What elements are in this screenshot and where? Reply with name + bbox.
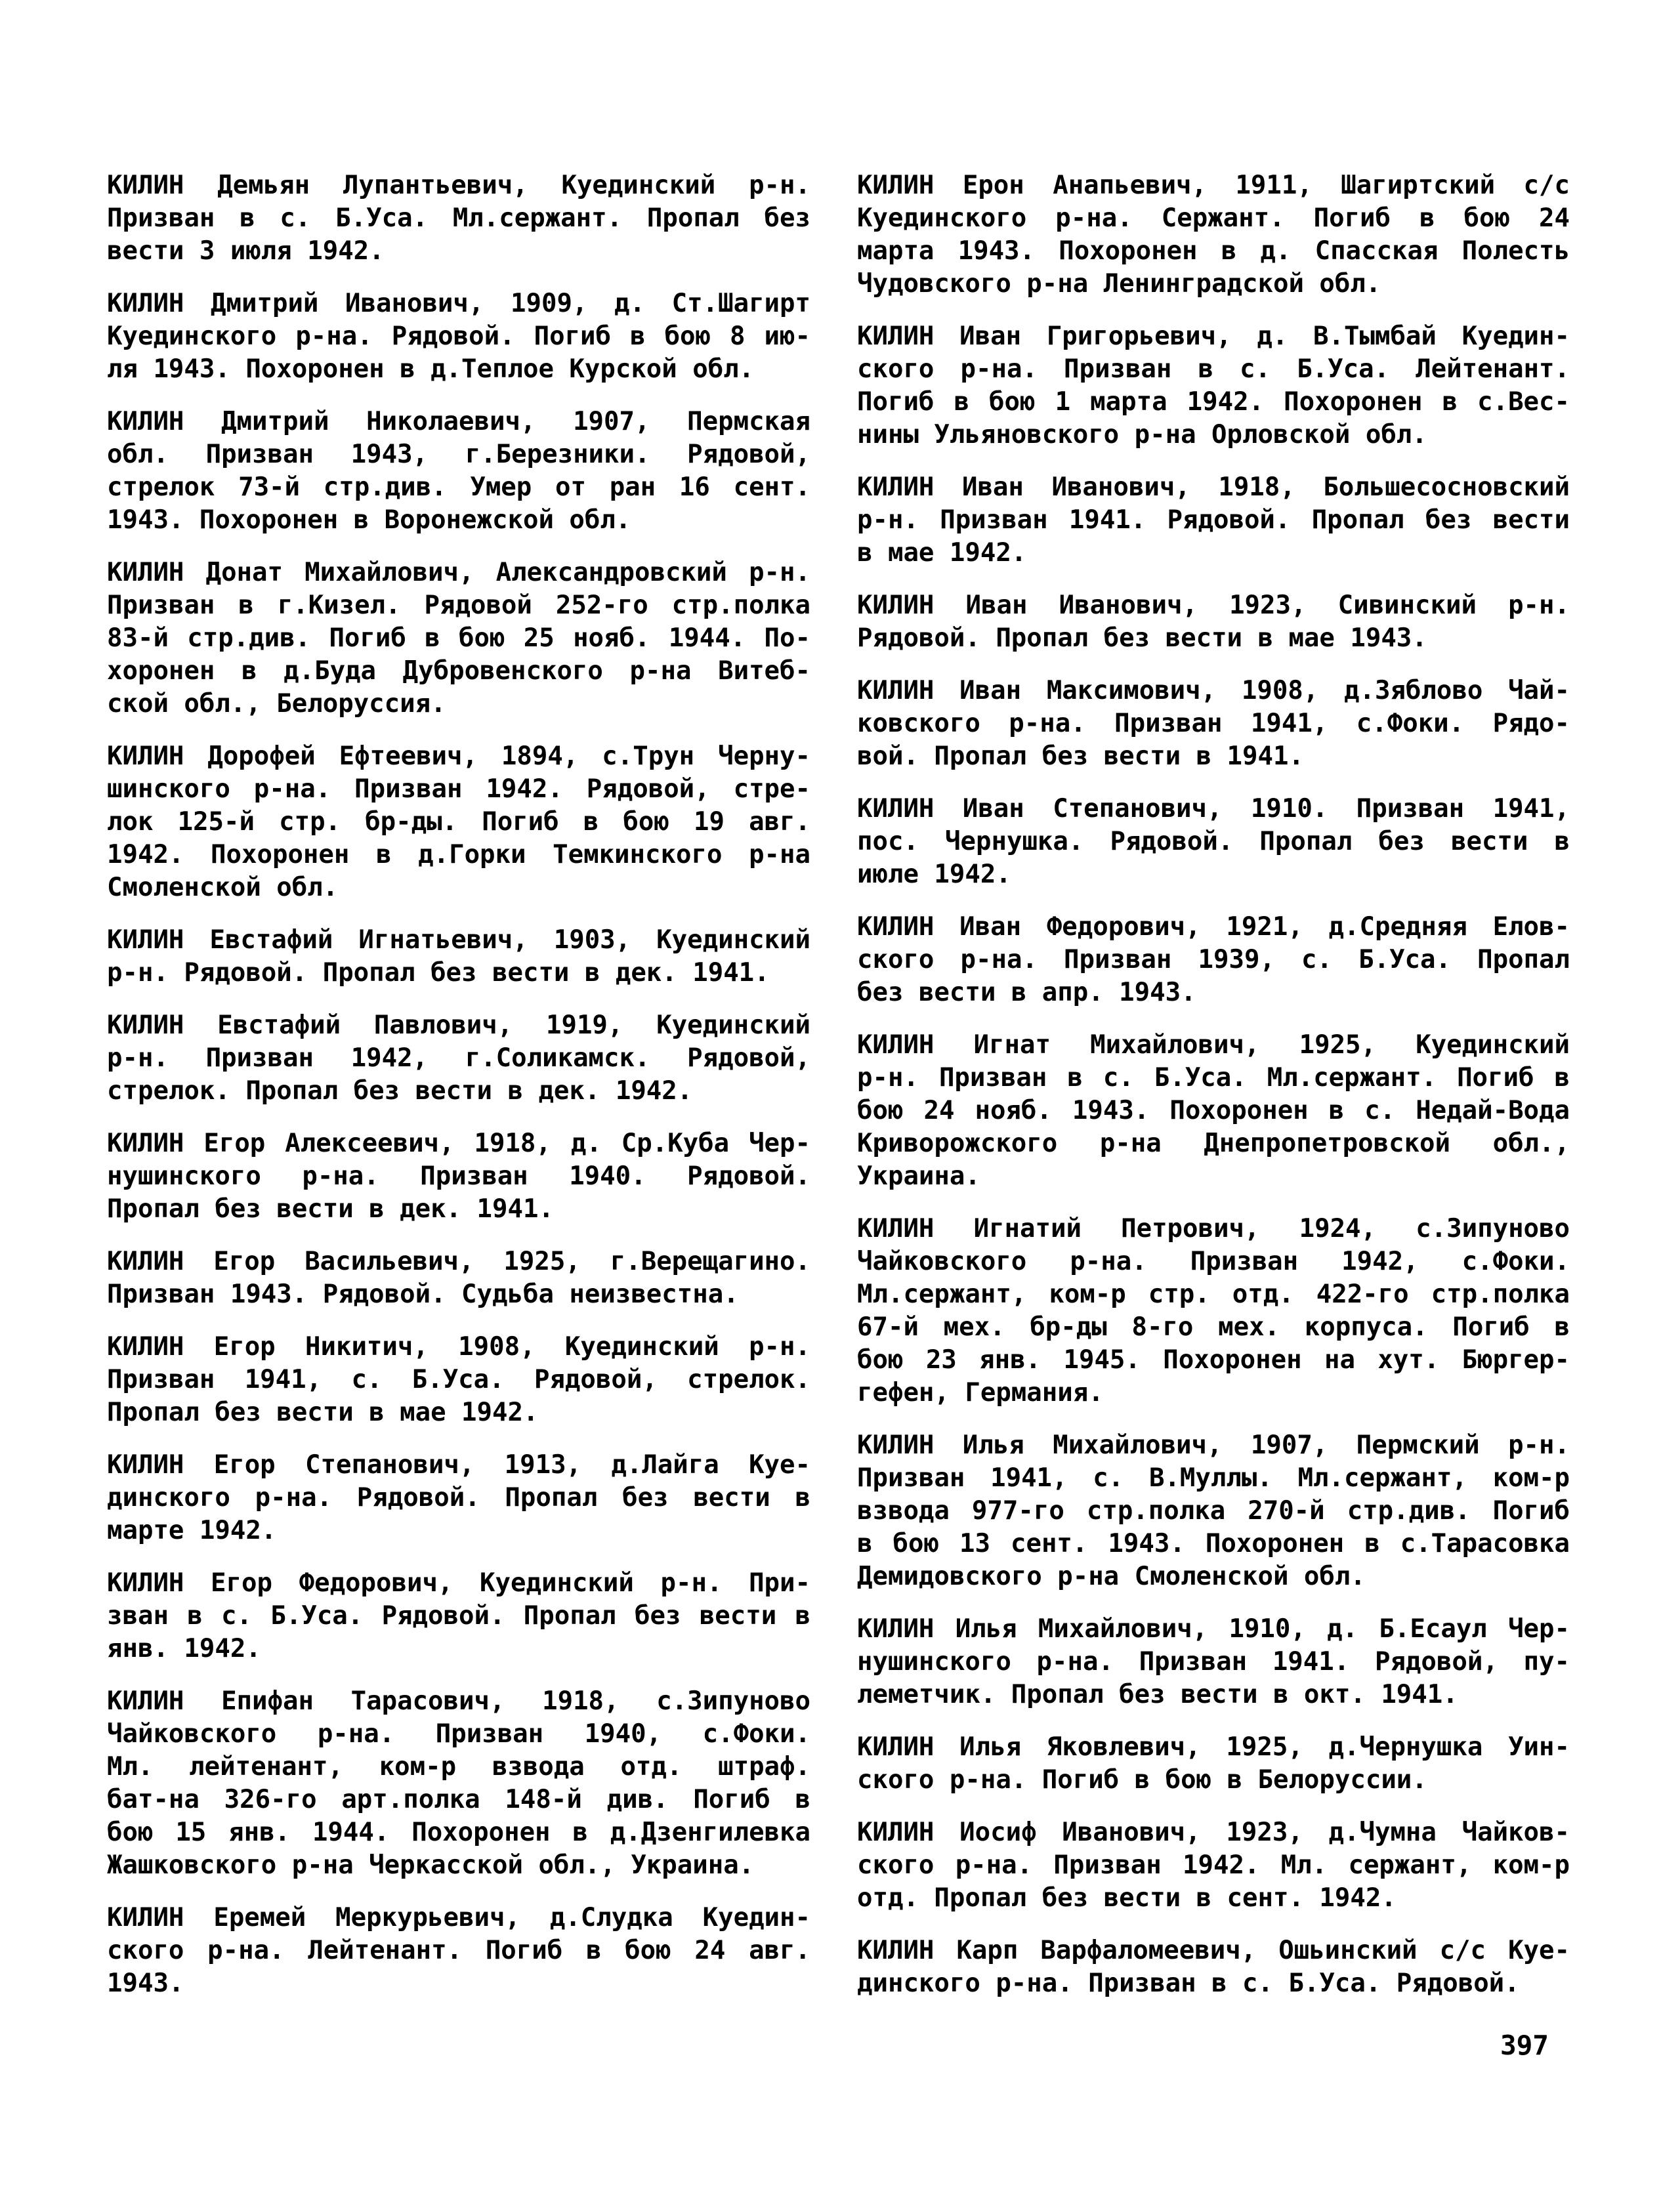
entry-line: Пропал без вести в мае 1942. <box>107 1398 539 1427</box>
entry-line: ля 1943. Похоронен в д.Теплое Курской обл. <box>107 354 755 384</box>
page-number: 397 <box>1500 2030 1549 2061</box>
entry-line: бою 23 янв. 1945. Похоронен на хут. Бюргер- <box>857 1345 1570 1375</box>
entry-line: Чайковского р-на. Призван 1942, с.Фоки. <box>857 1247 1570 1276</box>
entry-line: взвода 977-го стр.полка 270-й стр.див. Погиб <box>857 1496 1570 1526</box>
entry-line: ского р-на. Лейтенант. Погиб в бою 24 авг. <box>107 1936 810 1965</box>
memorial-entry <box>857 1613 1570 1711</box>
entry-line: р-н. Призван 1942, г.Соликамск. Рядовой, <box>107 1043 810 1073</box>
entry-line: хоронен в д.Буда Дубровенского р-на Витеб- <box>107 656 810 686</box>
entry-line: 1943. Похоронен в Воронежской обл. <box>107 505 631 535</box>
entry-line: шинского р-на. Призван 1942. Рядовой, стре- <box>107 774 810 804</box>
entry-line: Погиб в бою 1 марта 1942. Похоронен в с.Вес- <box>857 387 1570 417</box>
memorial-entry <box>107 169 810 268</box>
entry-line: КИЛИН Иван Иванович, 1923, Сивинский р-н. <box>857 591 1570 620</box>
entry-line: 1942. Похоронен в д.Горки Темкинского р-на <box>107 840 810 869</box>
entry-line: Куединского р-на. Рядовой. Погиб в бою 8 ию- <box>107 322 810 351</box>
entry-line: Призван в г.Кизел. Рядовой 252-го стр.полка <box>107 591 810 620</box>
entry-line: ковского р-на. Призван 1941, с.Фоки. Рядо- <box>857 709 1570 738</box>
entry-line: КИЛИН Егор Алексеевич, 1918, д. Ср.Куба Чер- <box>107 1129 810 1158</box>
entry-line: марта 1943. Похоронен в д. Спасская Полесть <box>857 236 1570 266</box>
entry-line: КИЛИН Егор Никитич, 1908, Куединский р-н. <box>107 1332 810 1362</box>
entry-line: ского р-на. Погиб в бою в Белоруссии. <box>857 1765 1427 1795</box>
entry-line: ского р-на. Призван 1939, с. Б.Уса. Пропал <box>857 945 1570 974</box>
column-left <box>107 169 810 2020</box>
entry-line: Мл. лейтенант, ком-р взвода отд. штраф. <box>107 1752 810 1782</box>
memorial-entry <box>107 1685 810 1882</box>
entry-line: КИЛИН Егор Федорович, Куединский р-н. При- <box>107 1568 810 1598</box>
entry-line: КИЛИН Илья Яковлевич, 1925, д.Чернушка Уин- <box>857 1732 1570 1762</box>
entry-line: Украина. <box>857 1161 980 1191</box>
memorial-entry <box>857 1429 1570 1593</box>
memorial-entry <box>107 287 810 386</box>
memorial-entry <box>107 740 810 904</box>
entry-line: гефен, Германия. <box>857 1378 1104 1408</box>
entry-line: КИЛИН Карп Варфаломеевич, Ошьинский с/с Куе- <box>857 1936 1570 1965</box>
entry-line: отд. Пропал без вести в сент. 1942. <box>857 1883 1397 1913</box>
entry-line: КИЛИН Евстафий Игнатьевич, 1903, Куединский <box>107 925 810 955</box>
memorial-entry <box>857 471 1570 570</box>
entry-line: Пропал без вести в дек. 1941. <box>107 1194 554 1224</box>
memorial-entry <box>857 1213 1570 1409</box>
entry-line: Демидовского р-на Смоленской обл. <box>857 1562 1366 1591</box>
entry-line: лок 125-й стр. бр-ды. Погиб в бою 19 авг. <box>107 807 810 837</box>
entry-line: янв. 1942. <box>107 1634 261 1663</box>
memorial-entry <box>107 924 810 990</box>
entry-line: КИЛИН Демьян Лупантьевич, Куединский р-н. <box>107 171 810 200</box>
entry-line: Криворожского р-на Днепропетровской обл., <box>857 1129 1570 1158</box>
entry-line: Призван 1943. Рядовой. Судьба неизвестна. <box>107 1280 739 1309</box>
entry-line: марте 1942. <box>107 1516 277 1545</box>
memorial-entry <box>857 675 1570 773</box>
entry-line: Рядовой. Пропал без вести в мае 1943. <box>857 623 1427 653</box>
memorial-entry <box>857 911 1570 1009</box>
entry-line: в бою 13 сент. 1943. Похоронен в с.Тарасовка <box>857 1529 1570 1558</box>
memorial-entry <box>857 1934 1570 2000</box>
entry-line: 67-й мех. бр-ды 8-го мех. корпуса. Погиб в <box>857 1312 1570 1342</box>
entry-line: КИЛИН Егор Степанович, 1913, д.Лайга Куе- <box>107 1450 810 1480</box>
entry-line: КИЛИН Игнат Михайлович, 1925, Куединский <box>857 1030 1570 1060</box>
memorial-entry <box>107 406 810 537</box>
entry-line: КИЛИН Евстафий Павлович, 1919, Куединский <box>107 1011 810 1040</box>
entry-line: нушинского р-на. Призван 1941. Рядовой, пу- <box>857 1647 1570 1677</box>
entry-line: КИЛИН Иосиф Иванович, 1923, д.Чумна Чайков- <box>857 1818 1570 1847</box>
entry-line: Призван 1941, с. В.Муллы. Мл.сержант, ком-р <box>857 1463 1570 1493</box>
entry-line: КИЛИН Иван Федорович, 1921, д.Средняя Елов- <box>857 912 1570 942</box>
entry-line: ского р-на. Призван в с. Б.Уса. Лейтенант. <box>857 354 1570 384</box>
entry-line: динского р-на. Рядовой. Пропал без вести в <box>107 1483 810 1513</box>
entry-line: стрелок 73-й стр.див. Умер от ран 16 сент. <box>107 472 810 502</box>
entry-line: бою 15 янв. 1944. Похоронен в д.Дзенгилевка <box>107 1818 810 1847</box>
entry-line: КИЛИН Дорофей Ефтеевич, 1894, с.Трун Черну- <box>107 741 810 771</box>
entry-line: Чайковского р-на. Призван 1940, с.Фоки. <box>107 1719 810 1749</box>
entry-line: в мае 1942. <box>857 538 1027 568</box>
entry-line: Смоленской обл. <box>107 873 339 902</box>
entry-line: Куединского р-на. Сержант. Погиб в бою 24 <box>857 203 1570 233</box>
memorial-entry <box>857 1731 1570 1797</box>
memorial-entry <box>107 556 810 720</box>
entry-line: КИЛИН Егор Васильевич, 1925, г.Верещагино. <box>107 1247 810 1276</box>
entry-line: КИЛИН Ерон Анапьевич, 1911, Шагиртский с/с <box>857 171 1570 200</box>
memorial-entry <box>857 1816 1570 1915</box>
memorial-entry <box>107 1127 810 1226</box>
entry-line: стрелок. Пропал без вести в дек. 1942. <box>107 1076 693 1106</box>
entry-line: КИЛИН Иван Степанович, 1910. Призван 1941, <box>857 794 1570 824</box>
entry-line: 83-й стр.див. Погиб в бою 25 нояб. 1944. По- <box>107 623 810 653</box>
memorial-entry <box>107 1902 810 2000</box>
column-right <box>857 169 1570 2020</box>
memorial-entry <box>107 1567 810 1665</box>
entry-line: Чудовского р-на Ленинградской обл. <box>857 269 1381 299</box>
entry-line: р-н. Призван 1941. Рядовой. Пропал без вести <box>857 505 1570 535</box>
entry-line: бат-на 326-го арт.полка 148-й див. Погиб в <box>107 1785 810 1814</box>
memorial-entry <box>857 589 1570 655</box>
entry-line: Мл.сержант, ком-р стр. отд. 422-го стр.полка <box>857 1280 1570 1309</box>
entry-line: бою 24 нояб. 1943. Похоронен в с. Недай-Вода <box>857 1096 1570 1125</box>
memorial-entry <box>107 1009 810 1108</box>
entry-line: КИЛИН Епифан Тарасович, 1918, с.Зипуново <box>107 1686 810 1716</box>
memorial-entry <box>857 1029 1570 1193</box>
entry-line: без вести в апр. 1943. <box>857 978 1196 1007</box>
entry-line: КИЛИН Дмитрий Николаевич, 1907, Пермская <box>107 407 810 436</box>
entry-line: нины Ульяновского р-на Орловской обл. <box>857 420 1427 449</box>
memorial-entry <box>857 320 1570 451</box>
entry-line: КИЛИН Иван Максимович, 1908, д.Зяблово Чай- <box>857 676 1570 705</box>
entry-line: КИЛИН Иван Иванович, 1918, Большесосновский <box>857 472 1570 502</box>
entry-line: 1943. <box>107 1969 184 1998</box>
entry-line: р-н. Призван в с. Б.Уса. Мл.сержант. Погиб в <box>857 1063 1570 1093</box>
memorial-entry <box>857 793 1570 891</box>
entry-line: вой. Пропал без вести в 1941. <box>857 741 1304 771</box>
entry-line: пос. Чернушка. Рядовой. Пропал без вести в <box>857 827 1570 856</box>
entry-line: КИЛИН Игнатий Петрович, 1924, с.Зипуново <box>857 1214 1570 1243</box>
entry-line: зван в с. Б.Уса. Рядовой. Пропал без вести в <box>107 1601 810 1631</box>
entry-line: нушинского р-на. Призван 1940. Рядовой. <box>107 1161 810 1191</box>
entry-line: КИЛИН Дмитрий Иванович, 1909, д. Ст.Шагирт <box>107 289 810 318</box>
entry-line: ского р-на. Призван 1942. Мл. сержант, ком-р <box>857 1850 1570 1880</box>
entry-line: КИЛИН Иван Григорьевич, д. В.Тымбай Куедин- <box>857 322 1570 351</box>
entry-line: КИЛИН Илья Михайлович, 1910, д. Б.Есаул Чер- <box>857 1614 1570 1644</box>
entry-line: обл. Призван 1943, г.Березники. Рядовой, <box>107 440 810 469</box>
entry-line: Призван в с. Б.Уса. Мл.сержант. Пропал без <box>107 203 810 233</box>
entry-line: динского р-на. Призван в с. Б.Уса. Рядовой. <box>857 1969 1520 1998</box>
memorial-entry <box>107 1245 810 1311</box>
memorial-entry <box>107 1331 810 1429</box>
entry-line: июле 1942. <box>857 860 1011 889</box>
memorial-entry <box>107 1449 810 1547</box>
entry-line: вести 3 июля 1942. <box>107 236 385 266</box>
entry-line: КИЛИН Донат Михайлович, Александровский р-н. <box>107 558 810 587</box>
entry-line: Жашковского р-на Черкасской обл., Украина. <box>107 1850 755 1880</box>
entry-line: Призван 1941, с. Б.Уса. Рядовой, стрелок. <box>107 1365 810 1394</box>
memorial-entry <box>857 169 1570 301</box>
entry-line: КИЛИН Илья Михайлович, 1907, Пермский р-н. <box>857 1430 1570 1460</box>
entry-line: р-н. Рядовой. Пропал без вести в дек. 1941. <box>107 958 770 988</box>
entry-line: леметчик. Пропал без вести в окт. 1941. <box>857 1680 1458 1709</box>
entry-line: КИЛИН Еремей Меркурьевич, д.Слудка Куедин- <box>107 1903 810 1932</box>
entry-line: ской обл., Белоруссия. <box>107 689 446 719</box>
